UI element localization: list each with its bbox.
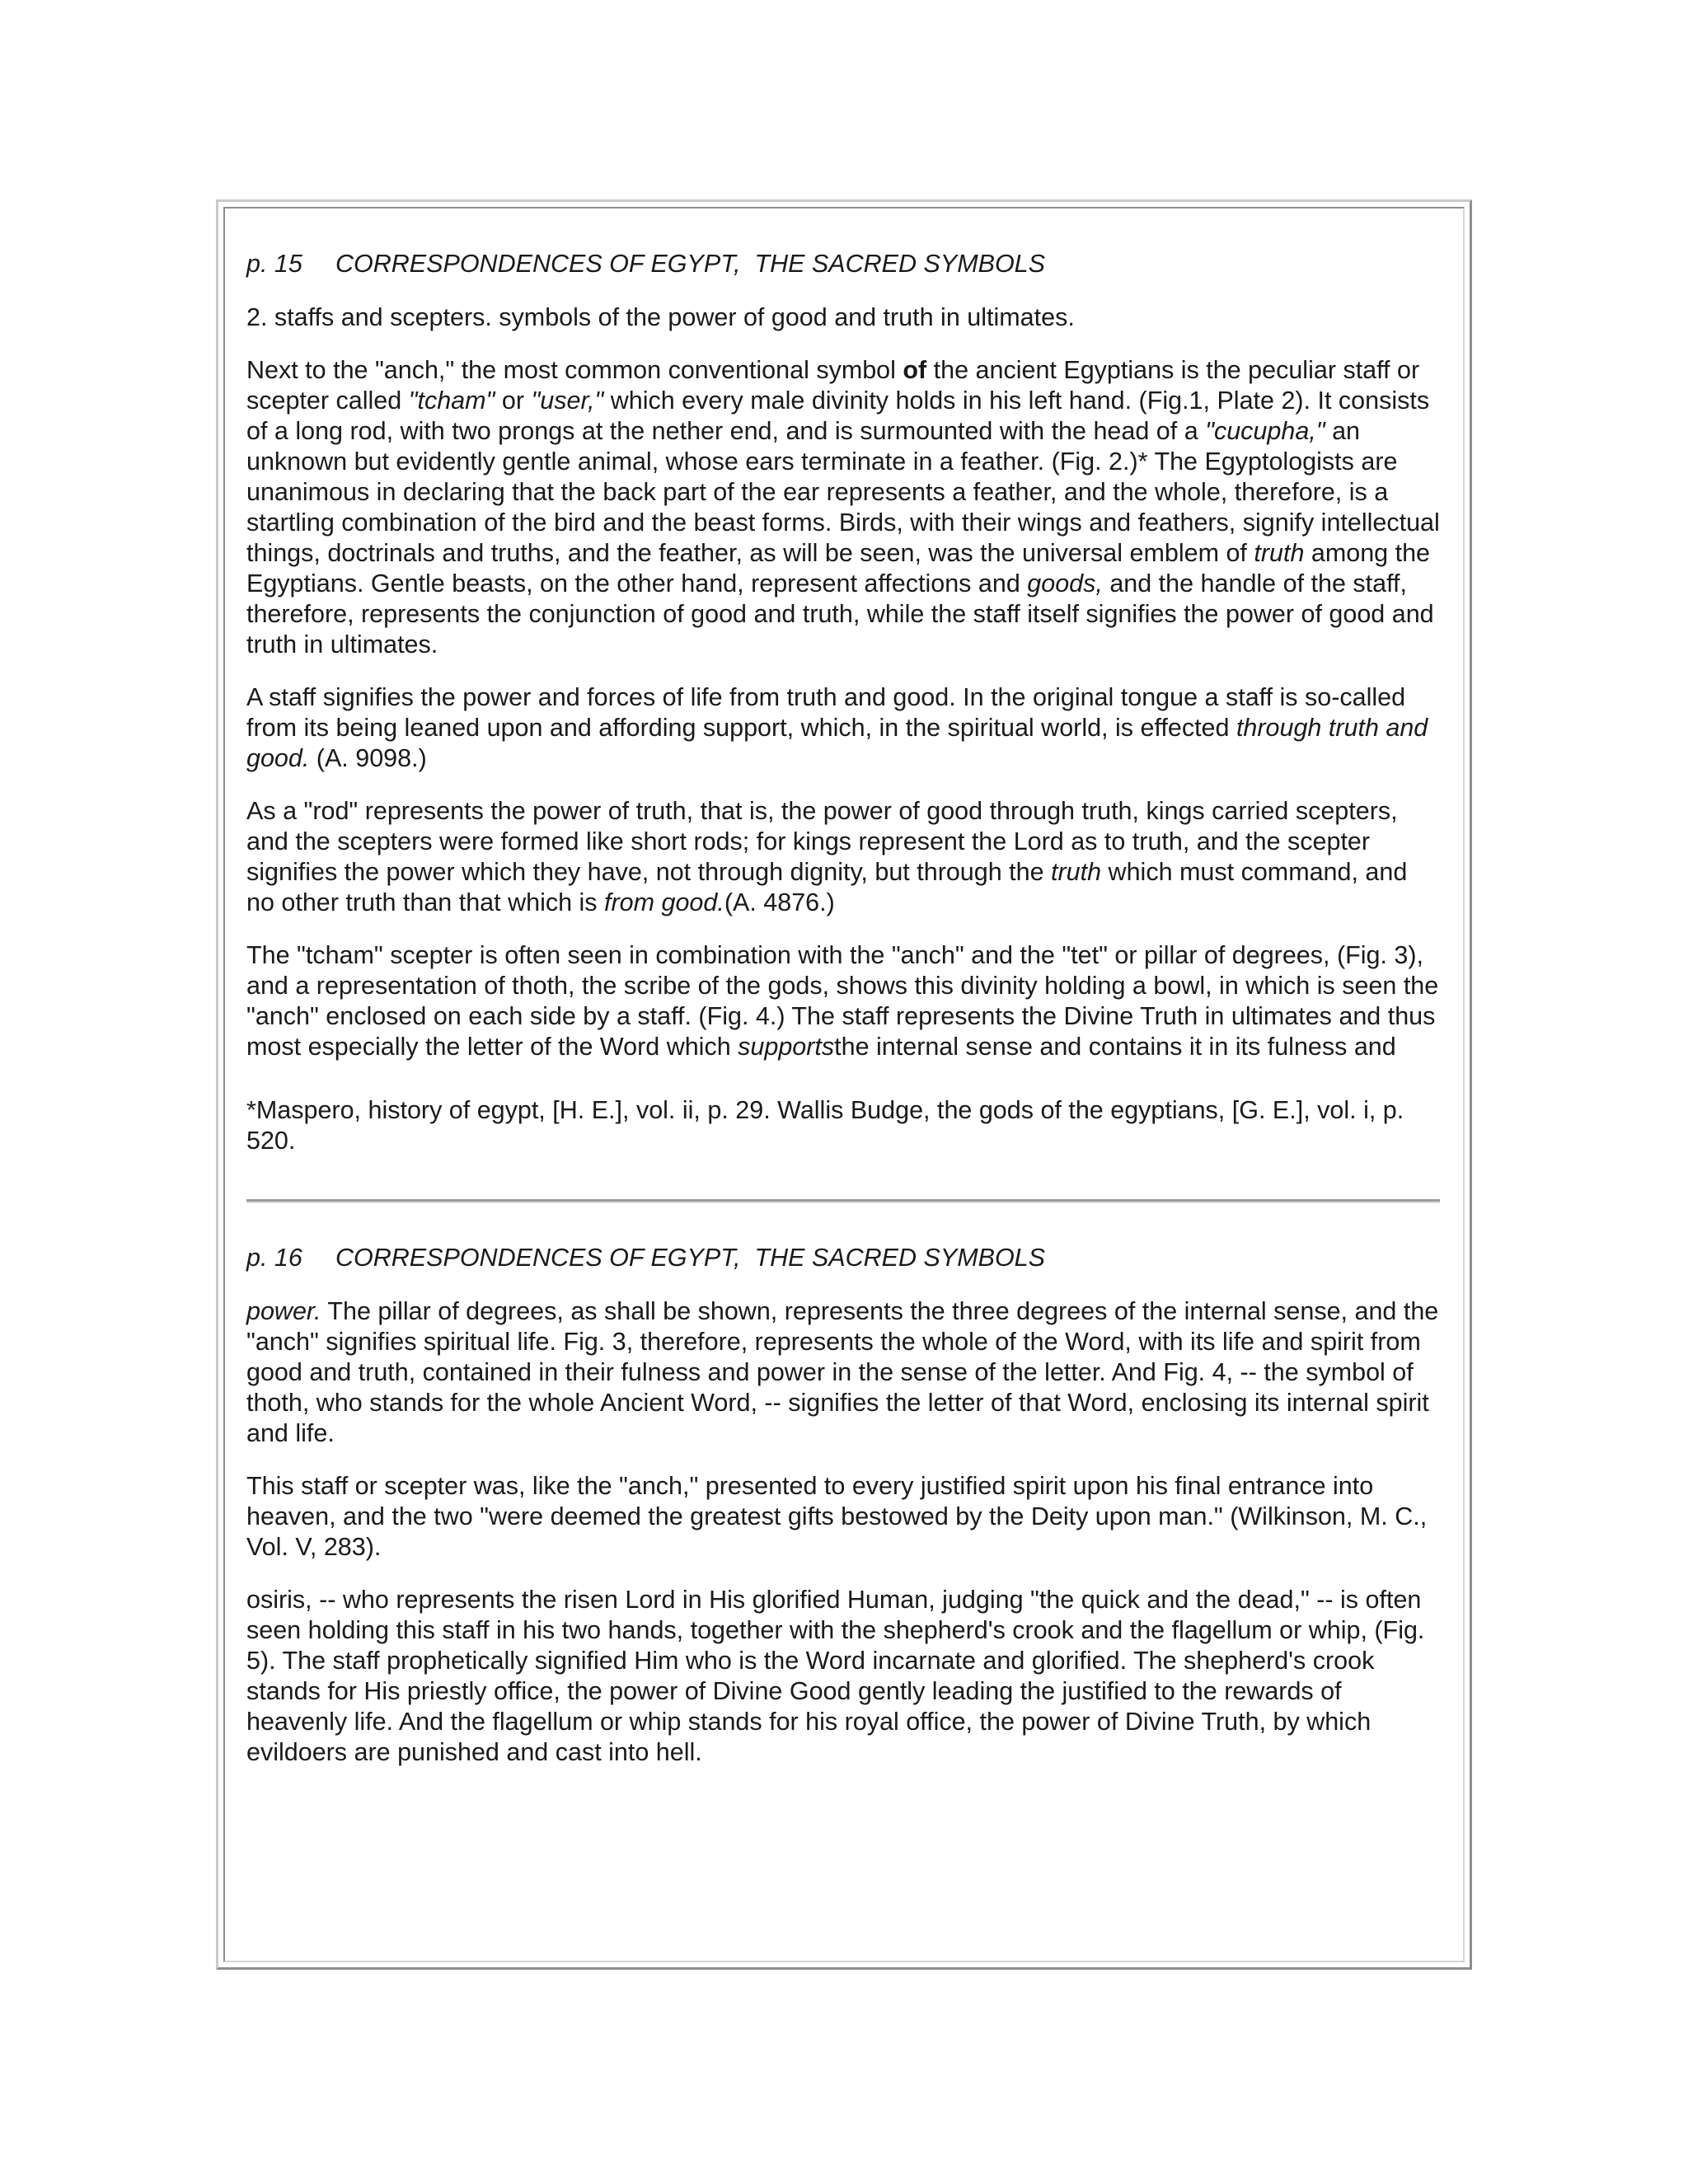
italic-run: truth	[1051, 858, 1102, 886]
page-number: p. 15	[246, 250, 302, 278]
paragraph-3	[246, 796, 1440, 918]
italic-run: "user,"	[531, 387, 604, 415]
paragraph-6: This staff or scepter was, like the "anch," presented to every justified spirit upon his final entrance into heaven, and the two "were deemed the greatest gifts bestowed by the Deity upon man." (Wilkinson, M. C., Vol. V, 283).	[246, 1472, 1428, 1561]
text-run: or	[495, 387, 532, 415]
bold-run: of	[903, 356, 927, 384]
running-title: CORRESPONDENCES OF EGYPT, THE SACRED SYMBOLS	[335, 1244, 1045, 1272]
italic-run: through truth and good.	[246, 714, 1428, 772]
text-run: and the handle of the staff, therefore, represents the conjunction of good and truth, while the staff itself signifies the power of good and truth in ultimates.	[246, 569, 1434, 658]
text-run: an unknown but evidently gentle animal, whose ears terminate in a feather. (Fig. 2.)* The Egyptologists are unanimous in declaring that the back part of the ear represents a feather, and the whole, therefore, is a startling combination of the bird and the beast forms. Birds, with their wings and feathers, signify intellectual things, doctrinals and truths, and the feather, as will be seen, was the universal emblem of	[246, 417, 1440, 567]
text-run: (A. 4876.)	[724, 888, 835, 916]
italic-run: from good.	[604, 888, 724, 916]
text-run: among the Egyptians. Gentle beasts, on the other hand, represent affections and	[246, 539, 1431, 598]
running-title: CORRESPONDENCES OF EGYPT, THE SACRED SYMBOLS	[335, 250, 1045, 278]
italic-run: "tcham"	[408, 387, 495, 415]
italic-run: truth	[1254, 539, 1305, 567]
text-run: The "tcham" scepter is often seen in combination with the "anch" and the "tet" or pillar of degrees, (Fig. 3), and a representation of thoth, the scribe of the gods, shows this divinity holding a bowl, in which is seen the "anch" enclosed on each side by a staff. (Fig. 4.) The staff represents the Divine Truth in ultimates and thus most especially the letter of the Word which	[246, 941, 1439, 1061]
italic-run: supports	[738, 1033, 835, 1061]
text-run: which must command, and no other truth than that which is	[246, 858, 1408, 916]
paragraph-4	[246, 940, 1440, 1062]
footnote: *Maspero, history of egypt, [H. E.], vol. ii, p. 29. Wallis Budge, the gods of the egyptians, [G. E.], vol. i, p. 520.	[246, 1096, 1404, 1155]
text-run: which every male divinity holds in his left hand. (Fig.1, Plate 2). It consists of a long rod, with two prongs at the nether end, and is surmounted with the head of a	[246, 387, 1430, 445]
paragraph-2	[246, 682, 1440, 774]
text-run: The pillar of degrees, as shall be shown, represents the three degrees of the internal sense, and the "anch" signifies spiritual life. Fig. 3, therefore, represents the whole of the Word, with its life and spirit from good and truth, contained in their fulness and power in the sense of the letter. And Fig. 4, -- the symbol of thoth, who stands for the whole Ancient Word, -- signifies the letter of that Word, enclosing its internal spirit and life.	[246, 1297, 1439, 1447]
italic-run: power.	[246, 1297, 321, 1325]
paragraph-5	[246, 1296, 1440, 1449]
text-run: As a "rod" represents the power of truth, that is, the power of good through truth, kings carried scepters, and the scepters were formed like short rods; for kings represent the Lord as to truth, and the scepter signifies the power which they have, not through dignity, but through the	[246, 797, 1398, 886]
section-heading: 2. staffs and scepters. symbols of the power of good and truth in ultimates.	[246, 303, 1075, 331]
page-header-15	[246, 249, 1440, 279]
text-run: the internal sense and contains it in its fulness and	[834, 1033, 1396, 1061]
text-run: (A. 9098.)	[309, 744, 427, 772]
italic-run: goods,	[1027, 569, 1103, 598]
document-content	[246, 249, 1440, 1790]
text-run: Next to the "anch," the most common conventional symbol	[246, 356, 903, 384]
italic-run: "cucupha,"	[1205, 417, 1325, 445]
page-number: p. 16	[246, 1244, 302, 1272]
text-run: A staff signifies the power and forces of life from truth and good. In the original tongue a staff is so-called from its being leaned upon and affording support, which, in the spiritual world, is effected	[246, 683, 1406, 742]
page-divider	[246, 1199, 1440, 1203]
text-run: the ancient Egyptians is the peculiar staff or scepter called	[246, 356, 1420, 415]
paragraph-7: osiris, -- who represents the risen Lord in His glorified Human, judging "the quick and the dead," -- is often seen holding this staff in his two hands, together with the shepherd's crook and the flagellum or whip, (Fig. 5). The staff prophetically signified Him who is the Word incarnate and glorified. The shepherd's crook stands for His priestly office, the power of Divine Good gently leading the justified to the rewards of heavenly life. And the flagellum or whip stands for his royal office, the power of Divine Truth, by which evildoers are punished and cast into hell.	[246, 1586, 1425, 1766]
page-header-16	[246, 1243, 1440, 1273]
paragraph-1	[246, 355, 1440, 660]
